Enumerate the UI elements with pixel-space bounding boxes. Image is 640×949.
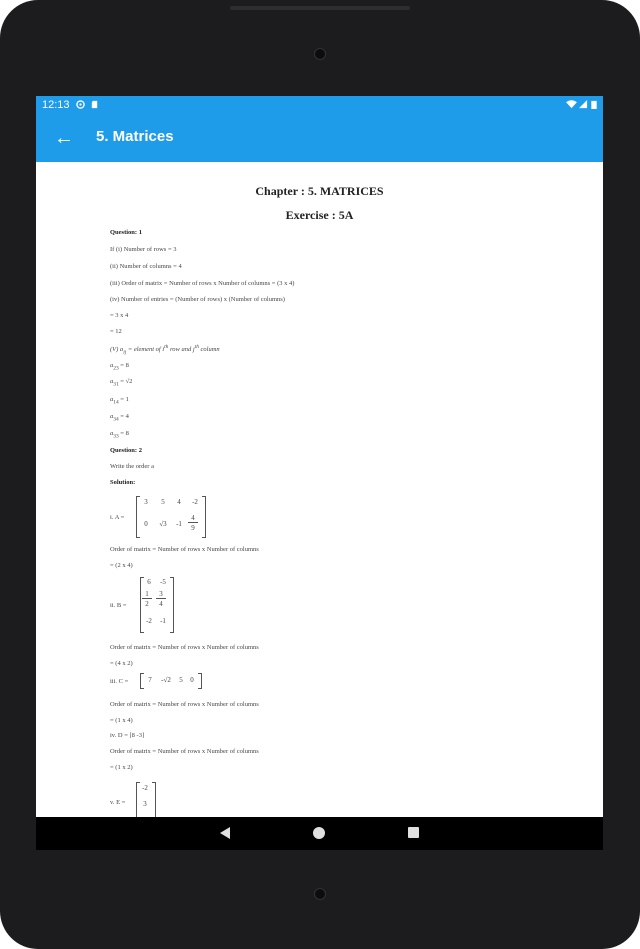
order-formula: Order of matrix = Number of rows x Number of columns <box>110 546 259 553</box>
part-iii-result: = (1 x 4) <box>110 717 133 724</box>
part-i-label: i. A = <box>110 514 125 521</box>
part-iv-label: iv. D = [8 -3] <box>110 732 145 739</box>
matrix-cell: -1 <box>160 617 166 625</box>
answer-fragment: a <box>110 396 114 403</box>
answer-subscript: 33 <box>113 433 119 440</box>
matrix-cell: 3 <box>143 800 147 808</box>
navigation-bar <box>36 817 603 850</box>
matrix-b <box>140 577 176 633</box>
status-bar <box>36 96 603 114</box>
part-ii-label: ii. B = <box>110 602 127 609</box>
matrix-cell: 5 <box>161 498 165 506</box>
answer-fragment: row and j <box>168 346 195 354</box>
matrix-cell: -1 <box>176 520 182 528</box>
status-time: 12:13 <box>42 99 70 111</box>
bottom-sensor <box>314 888 326 900</box>
matrix-c <box>140 673 204 689</box>
nav-back-icon[interactable] <box>220 827 230 839</box>
order-formula: Order of matrix = Number of rows x Number of columns <box>110 644 259 651</box>
signal-icon <box>579 100 588 109</box>
part-v-label: v. E = <box>110 799 126 806</box>
matrix-cell: -2 <box>142 784 148 792</box>
solution-label: Solution: <box>110 479 136 486</box>
answer-line <box>110 362 129 371</box>
answer-subscript: ij <box>123 349 127 356</box>
matrix-cell: √3 <box>159 520 167 528</box>
order-formula: Order of matrix = Number of rows x Number of columns <box>110 701 259 708</box>
matrix-cell: 4 <box>188 514 198 523</box>
question-1-label: Question: 1 <box>110 229 142 236</box>
answer-line: = 12 <box>110 328 122 335</box>
answer-line <box>110 430 129 439</box>
front-camera <box>314 48 326 60</box>
answer-fragment: a <box>110 413 114 420</box>
answer-line: (iii) Order of matrix = Number of rows x Number of columns = (3 x 4) <box>110 280 295 287</box>
bracket-right <box>170 577 174 633</box>
answer-fragment: column <box>198 346 220 354</box>
answer-subscript: 31 <box>113 381 119 388</box>
document-view[interactable] <box>36 162 603 817</box>
answer-line <box>110 396 129 405</box>
matrix-cell: 5 <box>179 676 183 684</box>
matrix-cell: 4 <box>177 498 181 506</box>
nav-home-icon[interactable] <box>313 827 325 839</box>
part-i-result: = (2 x 4) <box>110 562 133 569</box>
sync-icon <box>76 100 85 109</box>
matrix-cell: -2 <box>146 617 152 625</box>
matrix-cell: 7 <box>148 676 152 684</box>
wifi-icon <box>566 100 577 109</box>
part-iii-label: iii. C = <box>110 678 129 685</box>
answer-line: (iv) Number of entries = (Number of rows) x (Number of columns) <box>110 296 285 303</box>
answer-fragment: = 8 <box>118 430 129 437</box>
answer-line: = 3 x 4 <box>110 312 129 319</box>
answer-subscript: 34 <box>113 416 119 423</box>
bracket-right <box>152 782 156 817</box>
matrix-cell: 3 <box>156 590 166 599</box>
question-2-label: Question: 2 <box>110 447 142 454</box>
answer-fragment: = 4 <box>118 413 129 420</box>
part-iv-result: = (1 x 2) <box>110 764 133 771</box>
answer-subscript: 23 <box>113 365 119 372</box>
answer-fragment: = 1 <box>118 396 129 403</box>
answer-fragment: a <box>110 362 114 369</box>
answer-fragment: a <box>110 430 114 437</box>
matrix-cell: -5 <box>160 578 166 586</box>
matrix-cell: 0 <box>144 520 148 528</box>
answer-fragment: = element of i <box>126 346 165 354</box>
matrix-cell: -√2 <box>161 676 171 684</box>
matrix-cell: 2 <box>145 600 149 608</box>
matrix-cell: 4 <box>159 600 163 608</box>
chapter-heading: Chapter : 5. MATRICES <box>255 184 384 198</box>
answer-line: If (i) Number of rows = 3 <box>110 246 177 253</box>
answer-subscript: 14 <box>113 399 119 406</box>
sd-card-icon <box>90 100 99 109</box>
answer-line <box>110 344 220 355</box>
back-arrow-icon[interactable]: ← <box>54 127 74 149</box>
matrix-cell: 3 <box>144 498 148 506</box>
nav-recents-icon[interactable] <box>408 827 419 838</box>
answer-line <box>110 413 129 422</box>
answer-fragment: (V) a <box>110 346 124 354</box>
screen <box>36 96 603 850</box>
matrix-a <box>136 496 208 538</box>
exercise-heading: Exercise : 5A <box>285 208 354 222</box>
order-formula: Order of matrix = Number of rows x Number of columns <box>110 748 259 755</box>
question-2-prompt: Write the order a <box>110 463 154 470</box>
app-bar <box>36 114 603 162</box>
answer-superscript: th <box>164 344 169 350</box>
answer-fragment: = √2 <box>118 378 133 385</box>
page-title: 5. Matrices <box>96 128 174 145</box>
device-top-edge <box>230 6 410 10</box>
answer-fragment: = 8 <box>118 362 129 369</box>
part-ii-result: = (4 x 2) <box>110 660 133 667</box>
answer-line: (ii) Number of columns = 4 <box>110 263 182 270</box>
matrix-cell: 6 <box>147 578 151 586</box>
bracket-right <box>202 496 206 538</box>
answer-superscript: th <box>194 344 199 350</box>
battery-icon <box>591 100 597 109</box>
matrix-cell: 9 <box>191 524 195 532</box>
matrix-cell: 0 <box>190 676 194 684</box>
matrix-e <box>136 782 158 817</box>
matrix-cell: 1 <box>142 590 152 599</box>
answer-fragment: a <box>110 378 114 385</box>
answer-line <box>110 378 132 387</box>
matrix-cell: -2 <box>192 498 198 506</box>
